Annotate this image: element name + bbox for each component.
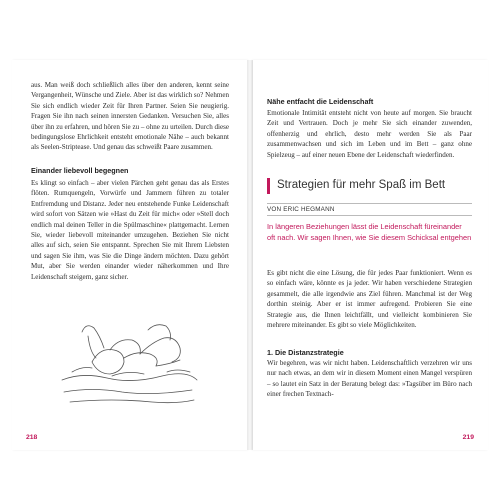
right-page-number: 219 — [462, 434, 474, 441]
left-main-text: Es klingt so einfach – aber vielen Pärchen geht genau das als Erstes flöten. Rumquengeln, Vorwürfe und Jammern führen zu totaler Entfremdung und Distanz. Jeder neu entstehende Funke Leidenschaft wird sofort von Sätzen wie »Hast du Zeit für mich« oder »Stell doch endlich mal deinen Teller in die Spülmaschine« plattgemacht. Lernen Sie, wieder liebevoll miteinander umzugehen. Beziehen Sie nicht alles auf sich, seien Sie entspannt. Sprechen Sie mit Ihrem Liebsten und sagen Sie ihm, was Sie die Dinge ändern möchten. Dazu gehört Mut, aber Sie werden einander wieder näherkommen und Ihre Leidenschaft steigern, ganz sicher. — [31, 179, 229, 281]
chapter-title: Strategien für mehr Spaß im Bett — [277, 179, 446, 191]
left-main-paragraph — [31, 178, 229, 282]
right-paragraph-1-text: Emotionale Intimität entsteht nicht von heute auf morgen. Sie braucht Zeit und Vertrauen. Doch je mehr Sie sich einander zuwenden, offenherzig und ehrlich, desto mehr werden Sie als Paar zusammenwachsen und sich im Leben und im Bett – ganz ohne Spielzeug – auf einer neuen Ebene der Leidenschaft wiederfinden. — [267, 109, 472, 159]
right-section-heading-1: Nähe entfacht die Leidenschaft — [267, 97, 374, 106]
lead-paragraph: In längeren Beziehungen lässt die Leidenschaft füreinander oft nach. Wir sagen Ihnen, wie Sie diesem Schicksal entgehen — [267, 222, 472, 242]
left-page — [12, 60, 247, 450]
left-page-number: 218 — [26, 434, 38, 441]
book-spread — [12, 60, 488, 450]
chapter-title-box — [267, 174, 472, 198]
right-paragraph-2 — [267, 268, 472, 330]
left-intro-paragraph — [31, 80, 229, 153]
author-byline: VON ERIC HEGMANN — [267, 206, 335, 213]
right-paragraph-3-text: Wir begehren, was wir nicht haben. Leidenschaftlich verzehren wir uns nur nach etwas, an dem wir in diesem Moment einen Mangel verspüren – so lautet ein Satz in der Beratung belegt das: »Tagsüber im Büro nach einer frechen Textnach- — [267, 359, 472, 399]
chapter-accent-bar — [267, 178, 270, 194]
sleeping-couple-illustration — [52, 292, 202, 420]
right-paragraph-1 — [267, 108, 472, 160]
left-section-heading: Einander liebevoll begegnen — [31, 166, 129, 175]
right-section-heading-2: 1. Die Distanzstrategie — [267, 348, 344, 357]
author-rule-top — [267, 203, 472, 204]
right-paragraph-3 — [267, 358, 472, 400]
author-rule-bottom — [267, 215, 472, 216]
right-paragraph-2-text: Es gibt nicht die eine Lösung, die für jedes Paar funktioniert. Wenn es so einfach wäre, könnte es ja jeder. Wir haben verschiedene Strategien gesammelt, die alle irgendwie ans Ziel führen. Manchmal ist der Weg dorthin steinig. Aber er ist immer aufregend. Probieren Sie eine Strategie aus, die Ihnen leichtfällt, und vielleicht kombinieren Sie mehrere miteinander. Es gibt so viele Möglichkeiten. — [267, 269, 472, 330]
left-intro-text: aus. Man weiß doch schließlich alles über den anderen, kennt seine Vergangenheit, Wünsche und Ziele. Aber ist das wirklich so? Nehmen Sie sich endlich wieder Zeit für Ihren Partner. Seien Sie neugierig. Fragen Sie ihn nach seinen innersten Gedanken. Versuchen Sie, alles über ihn zu erfahren, und hören Sie zu – ohne zu urteilen. Durch diese bedingungslose Ehrlichkeit entsteht emotionale Nähe – auch bekannt als Seelen-Striptease. Und genau das schweißt Paare zusammen. — [31, 81, 229, 152]
right-page — [253, 60, 488, 450]
